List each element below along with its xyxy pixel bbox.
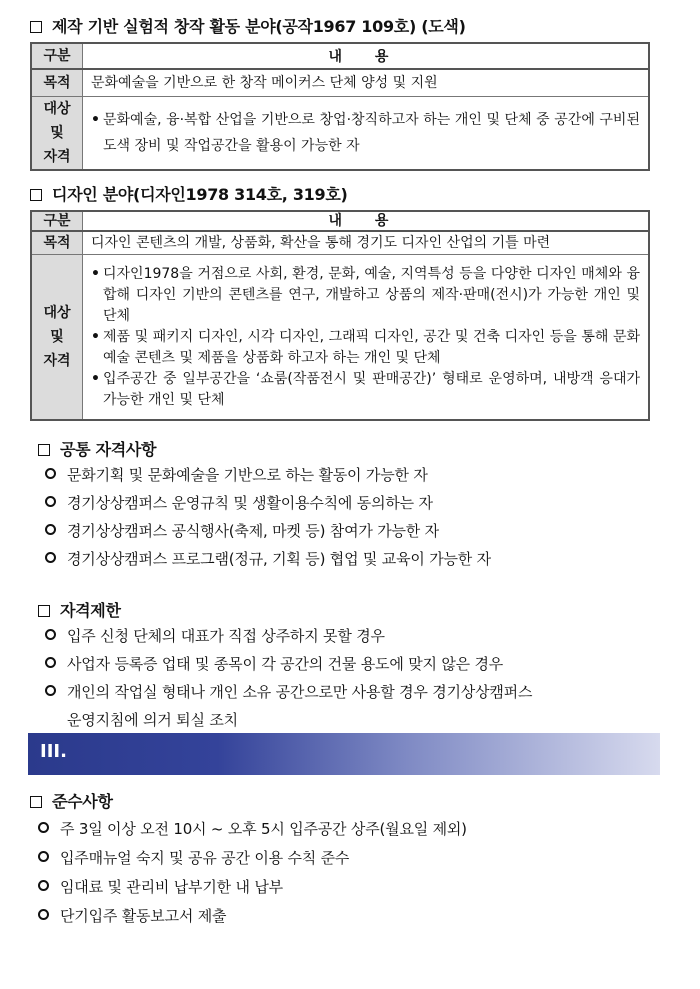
bullet-dot-icon: • [91, 328, 100, 345]
target-item-text: 디자인1978을 거점으로 사회, 환경, 문화, 예술, 지역특성 등을 다양한 디자인 매체와 융합해 디자인 기반의 콘텐츠를 연구, 개발하고 상품의 제작·판매(전시)가 가능한 개인 및 단체 [103, 265, 640, 324]
purpose-label-cell: 목적 [31, 69, 83, 97]
compliance-item-text: 단기입주 활동보고서 제출 [60, 907, 227, 925]
header-content-cell: 내 용 [83, 211, 650, 231]
compliance-list [38, 815, 467, 931]
list-item [91, 264, 640, 327]
circle-bullet-icon [45, 657, 56, 668]
circle-bullet-icon [45, 629, 56, 640]
section2-title: 디자인 분야(디자인1978 314호, 319호) [52, 185, 348, 204]
header-label-cell: 구분 [31, 43, 83, 69]
target-row [31, 255, 649, 421]
circle-bullet-icon [38, 880, 49, 891]
checkbox-square-icon [30, 21, 42, 33]
circle-bullet-icon [45, 524, 56, 535]
checkbox-square-icon [30, 189, 42, 201]
checkbox-square-icon [30, 796, 42, 808]
header-label-cell: 구분 [31, 211, 83, 231]
list-item [38, 873, 467, 902]
target-label-line: 대상 [43, 101, 71, 117]
restriction-item-text-continued: 운영지침에 의거 퇴실 조치 [67, 711, 238, 729]
restrictions-heading [38, 598, 121, 621]
table-header-row [31, 43, 649, 69]
purpose-content-cell: 디자인 콘텐츠의 개발, 상품화, 확산을 통해 경기도 디자인 산업의 기틀 마련 [83, 231, 650, 255]
section-banner [28, 733, 660, 775]
circle-bullet-icon [45, 685, 56, 696]
checkbox-square-icon [38, 444, 50, 456]
list-item [45, 545, 491, 573]
target-item-text: 제품 및 패키지 디자인, 시각 디자인, 그래픽 디자인, 공간 및 건축 디자인 등을 통해 문화예술 콘텐츠 및 제품을 상품화 하고자 하는 개인 및 단체 [103, 328, 640, 366]
target-item-text: 입주공간 중 일부공간을 ‘쇼룸(작품전시 및 판매공간)’ 형태로 운영하며, 내방객 응대가 가능한 개인 및 단체 [103, 370, 640, 408]
purpose-content-cell: 문화예술을 기반으로 한 창작 메이커스 단체 양성 및 지원 [83, 69, 650, 97]
list-item [38, 815, 467, 844]
target-label-line: 대상 [43, 305, 71, 321]
compliance-item-text: 임대료 및 관리비 납부기한 내 납부 [60, 878, 283, 896]
bullet-dot-icon: • [91, 370, 100, 387]
restriction-item-text: 개인의 작업실 형태나 개인 소유 공간으로만 사용할 경우 경기상상캠퍼스 [67, 683, 533, 701]
compliance-item-text: 입주매뉴얼 숙지 및 공유 공간 이용 수칙 준수 [60, 849, 350, 867]
common-title: 공통 자격사항 [60, 440, 157, 459]
circle-bullet-icon [38, 851, 49, 862]
checkbox-square-icon [38, 605, 50, 617]
target-item-text: 문화예술, 융·복합 산업을 기반으로 창업·창직하고자 하는 개인 및 단체 중 공간에 구비된 도색 장비 및 작업공간을 활용이 가능한 자 [103, 112, 640, 154]
restriction-item-text: 입주 신청 단체의 대표가 직접 상주하지 못할 경우 [67, 627, 385, 645]
target-label-line: 자격 [43, 353, 71, 369]
list-item [45, 489, 491, 517]
common-item-text: 경기상상캠퍼스 공식행사(축제, 마켓 등) 참여가 가능한 자 [67, 522, 439, 540]
common-item-text: 경기상상캠퍼스 프로그램(정규, 기획 등) 협업 및 교육이 가능한 자 [67, 550, 491, 568]
restrictions-title: 자격제한 [60, 601, 121, 620]
target-row [31, 97, 649, 171]
list-item [91, 327, 640, 369]
compliance-heading [30, 789, 113, 812]
target-label-cell [31, 255, 83, 421]
compliance-title: 준수사항 [52, 792, 113, 811]
list-item [45, 678, 532, 734]
circle-bullet-icon [45, 496, 56, 507]
section2-heading [30, 182, 348, 205]
target-label-line: 및 [50, 329, 64, 345]
purpose-row [31, 69, 649, 97]
list-item [38, 902, 467, 931]
purpose-row [31, 231, 649, 255]
list-item [45, 461, 491, 489]
common-heading [38, 437, 156, 460]
bullet-dot-icon: • [91, 265, 100, 282]
target-label-cell [31, 97, 83, 171]
section1-table [30, 42, 650, 171]
list-item [91, 369, 640, 411]
restriction-item-text: 사업자 등록증 업태 및 종목이 각 공간의 건물 용도에 맞지 않은 경우 [67, 655, 504, 673]
section2-table [30, 210, 650, 421]
table-header-row [31, 211, 649, 231]
list-item [45, 622, 532, 650]
common-list [45, 461, 491, 573]
header-content-cell: 내 용 [83, 43, 650, 69]
common-item-text: 문화기획 및 문화예술을 기반으로 하는 활동이 가능한 자 [67, 466, 428, 484]
list-item [45, 650, 532, 678]
circle-bullet-icon [45, 552, 56, 563]
target-content-cell [83, 255, 650, 421]
bullet-dot-icon: • [91, 112, 100, 128]
purpose-label-cell: 목적 [31, 231, 83, 255]
circle-bullet-icon [38, 909, 49, 920]
banner-label: III. [40, 741, 67, 762]
list-item [38, 844, 467, 873]
list-item [91, 107, 640, 159]
section1-heading [30, 14, 466, 37]
target-label-line: 자격 [43, 149, 71, 165]
circle-bullet-icon [38, 822, 49, 833]
list-item [45, 517, 491, 545]
target-label-line: 및 [50, 125, 64, 141]
target-content-cell [83, 97, 650, 171]
common-item-text: 경기상상캠퍼스 운영규칙 및 생활이용수칙에 동의하는 자 [67, 494, 433, 512]
restrictions-list [45, 622, 532, 734]
section1-title: 제작 기반 실험적 창작 활동 분야(공작1967 109호) (도색) [52, 17, 466, 36]
circle-bullet-icon [45, 468, 56, 479]
compliance-item-text: 주 3일 이상 오전 10시 ~ 오후 5시 입주공간 상주(월요일 제외) [60, 820, 467, 838]
